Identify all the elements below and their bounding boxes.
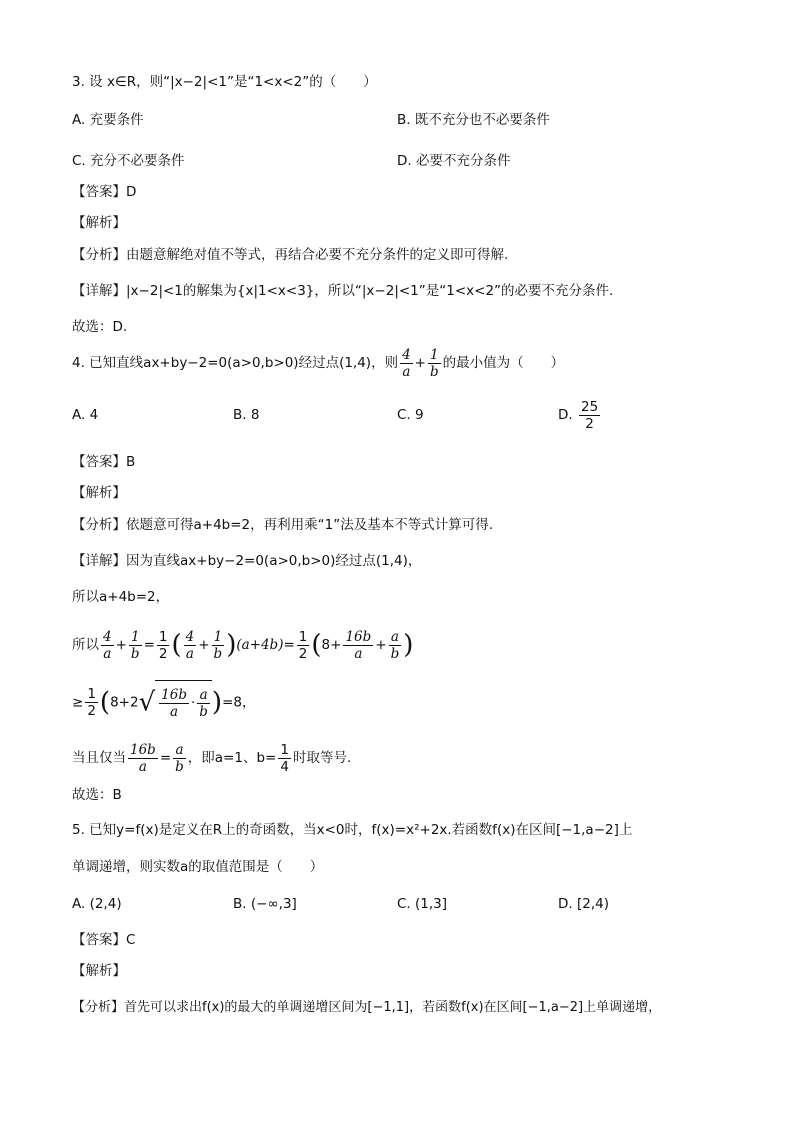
q3-answer: 【答案】D: [72, 184, 137, 200]
q4-fenxi: 【分析】依题意可得a+4b=2，再利用乘“1”法及基本不等式计算可得.: [72, 517, 494, 533]
q4-analysis-heading: 【解析】: [72, 485, 126, 501]
q3-option-d: D. 必要不充分条件: [397, 153, 511, 169]
q5-option-d: D. [2,4): [558, 896, 609, 912]
q5-answer: 【答案】C: [72, 932, 136, 948]
q3-option-c: C. 充分不必要条件: [72, 153, 185, 169]
q3-conclusion: 故选：D.: [72, 319, 128, 335]
q4-option-a: A. 4: [72, 407, 99, 423]
q4-step2-prefix: 所以: [72, 637, 99, 653]
q5-fenxi: 【分析】首先可以求出f(x)的最大的单调递增区间为[−1,1]，若函数f(x)在区间[−1,a−2]上单调递增，: [72, 1000, 662, 1015]
q5-stem-line1: 5. 已知y=f(x)是定义在R上的奇函数，当x<0时，f(x)=x²+2x.若函数f(x)在区间[−1,a−2]上: [72, 822, 633, 838]
q5-stem-line2: 单调递增，则实数a的取值范围是（ ）: [72, 859, 324, 875]
q4-option-b: B. 8: [233, 407, 260, 423]
q4-option-d: [558, 395, 602, 435]
q4-step4: 当且仅当 $\frac{16b}{a}$ = $\frac{a}{b}$ ，即a=1、b= $\frac{1}{4}$ 时取等号.: [72, 741, 352, 775]
q3-option-b: B. 既不充分也不必要条件: [397, 112, 550, 128]
q4-step3: ≥ $\frac{1}{2}$ (8+2√ $\frac{16b}{a}$ · $\frac{a}{b}$ )=8，: [72, 680, 255, 725]
q4-step1: 所以a+4b=2，: [72, 589, 170, 605]
q3-option-a: A. 充要条件: [72, 112, 144, 128]
q4-answer: 【答案】B: [72, 454, 136, 470]
q4-option-c: C. 9: [397, 407, 424, 423]
q5-option-c: C. (1,3]: [397, 896, 448, 912]
q4-step2: 所以 $\frac{4}{a}$ + $\frac{1}{b}$ = $\frac{1}{2}$ ( $\frac{4}{a}$ + $\frac{1}{b}$ )(a+4b)= $\frac{1}{2}$ (8+ $\frac{16b}{a}$ + $\frac{a}{b}$ ): [72, 628, 414, 662]
q4-conclusion: 故选：B: [72, 787, 122, 803]
q4-stem: 4. 已知直线ax+by−2=0(a>0,b>0)经过点(1,4)，则 $\frac{4}{a}$ + $\frac{1}{b}$ 的最小值为（ ）: [72, 346, 565, 380]
q3-stem: 3. 设 x∈R，则“|x−2|<1”是“1<x<2”的（ ）: [72, 74, 377, 90]
q3-xiangjie: 【详解】|x−2|<1的解集为{x|1<x<3}，所以“|x−2|<1”是“1<x<2”的必要不充分条件.: [72, 283, 614, 299]
q4-step4-suffix: 时取等号.: [292, 750, 352, 766]
fraction-4-over-a: $\frac{4}{a}$: [402, 346, 411, 380]
q4-stem-suffix: 的最小值为（ ）: [442, 355, 565, 371]
q3-fenxi: 【分析】由题意解绝对值不等式，再结合必要不充分条件的定义即可得解.: [72, 247, 509, 263]
q5-analysis-heading: 【解析】: [72, 963, 126, 979]
q4-step4-prefix: 当且仅当: [72, 750, 126, 766]
q4-step4-mid: ，即a=1、b=: [187, 750, 277, 766]
fraction-25-over-2: $\frac{25}{2}$: [580, 398, 599, 432]
q4-stem-prefix: 4. 已知直线ax+by−2=0(a>0,b>0)经过点(1,4)，则: [72, 355, 399, 371]
q4-option-d-label: D.: [558, 407, 573, 423]
fraction-1-over-b: $\frac{1}{b}$: [429, 346, 439, 380]
q5-option-a: A. (2,4): [72, 896, 122, 912]
q3-analysis-heading: 【解析】: [72, 215, 126, 231]
q4-xiangjie: 【详解】因为直线ax+by−2=0(a>0,b>0)经过点(1,4)，: [72, 553, 422, 569]
q5-option-b: B. (−∞,3]: [233, 896, 297, 912]
